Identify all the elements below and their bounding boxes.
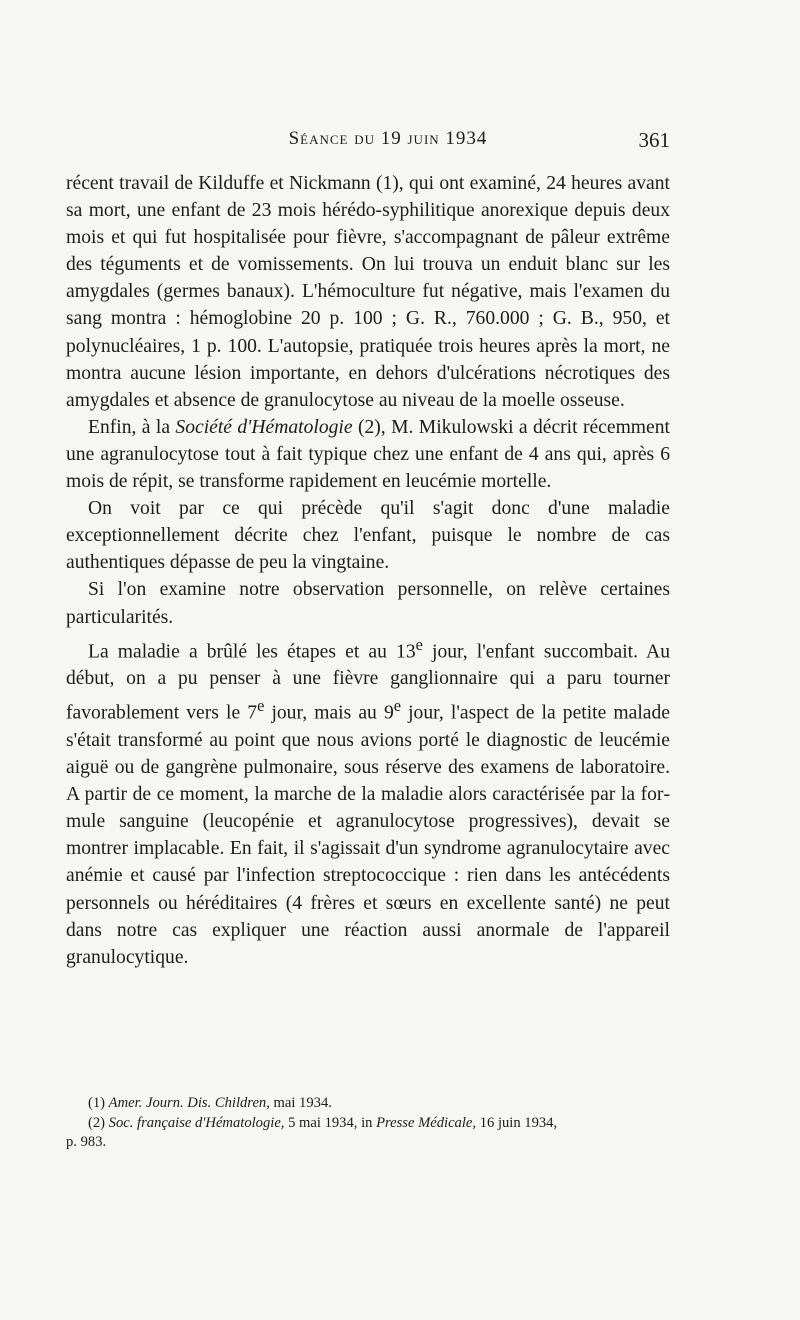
footnote-2-society: Soc. française d'Hématologie,: [108, 1114, 285, 1131]
paragraph-5-part-c: jour, mais au 9: [264, 702, 394, 724]
footnote-2-number: (2): [88, 1114, 109, 1131]
running-head-day: 19: [380, 128, 402, 149]
paragraph-2-end: (2), M. Mikulowski a décrit récemment une agranulocytose tout à fait typique chez une enfant de 4 ans qui, après 6 mois de répit, se transforme rapidement en leucémie mortelle.: [66, 416, 670, 493]
paragraph-1: récent travail de Kilduffe et Nickmann (1), qui ont examiné, 24 heures avant sa mort, une enfant de 23 mois hérédo-syphilitique anorexique depuis deux mois et qui fut hospitalisée pour fièvre, s'accompagnant de pâleur extrême des téguments et de vomissements. On lui trouva un enduit blanc sur les amygdales (germes banaux). L'hémoculture fut négative, mais l'examen du sang montra : hémoglobine 20 p. 100 ; G. R., 760.000 ; G. B., 950, et polynucléaires, 1 p. 100. L'autopsie, pratiquée trois heures après la mort, ne montra aucune lésion importante, en dehors d'ulcérations nécrotiques des amygdales et absence de granulocytose au niveau de la moelle osseuse.: [66, 173, 670, 411]
paragraph-2-start: Enfin, à la: [88, 416, 176, 438]
footnote-2: [66, 1114, 670, 1134]
ordinal-superscript-1: e: [415, 634, 423, 654]
paragraph-5-part-a: La maladie a brûlé les étapes et au 13: [88, 641, 416, 663]
paragraph-2: [66, 414, 670, 495]
paragraph-3: On voit par ce qui précède qu'il s'agit donc d'une maladie exceptionnellement décrite chez l'enfant, puisque le nombre de cas authentiques dépasse de peu la vingtaine.: [66, 498, 670, 574]
running-head-month: juin: [401, 128, 446, 149]
paragraph-5-part-b: jour, l'enfant succombait. Au début, on a pu penser à une fièvre ganglionnaire qui a paru tourner favorablement vers le 7: [66, 641, 670, 724]
ordinal-superscript-3: e: [393, 696, 401, 716]
running-head-year: 1934: [445, 128, 488, 149]
paragraph-4: Si l'on examine notre observation personnelle, on relève certaines particularités.: [66, 579, 670, 628]
footnotes: [66, 1094, 670, 1153]
footnote-2-issue: 16 juin 1934,: [476, 1114, 558, 1131]
body-text: [66, 170, 670, 971]
footnote-1: [66, 1094, 670, 1114]
footnote-2-journal: Presse Médicale,: [376, 1114, 477, 1131]
paragraph-2-society-title: Société d'Hématologie: [175, 416, 353, 438]
footnote-1-date: mai 1934.: [269, 1095, 332, 1111]
page-number: 361: [638, 128, 670, 152]
paragraph-5-part-d: jour, l'aspect de la petite malade s'était transformé au point que nous avions porté le diagnostic de leucémie aiguë ou de gangrène pulmonaire, sous réserve des examens de laboratoire. A partir de ce moment, la marche de la maladie alors caractérisée par la formule sanguine (leucopénie et agranulocytose progressives), devait se montrer implacable. En fait, il s'agissait d'un syndrome agranulocytaire avec anémie et causé par l'infection streptococcique : rien dans les antécédents personnels ou héréditaires (4 frères et sœurs en excellente santé) ne peut dans notre cas expliquer une réaction aussi anormale de l'appareil granulocytique.: [66, 702, 670, 968]
ordinal-superscript-2: e: [257, 696, 265, 716]
footnote-2-date: 5 mai 1934, in: [284, 1114, 377, 1131]
page-header: [66, 128, 670, 158]
paragraph-5: [66, 631, 670, 971]
footnote-1-number: (1): [88, 1095, 109, 1111]
running-head-seance: Séance du: [288, 128, 381, 149]
footnote-2-page: p. 983.: [66, 1134, 107, 1150]
running-head: [66, 128, 670, 150]
footnote-1-journal: Amer. Journ. Dis. Children,: [108, 1095, 270, 1111]
